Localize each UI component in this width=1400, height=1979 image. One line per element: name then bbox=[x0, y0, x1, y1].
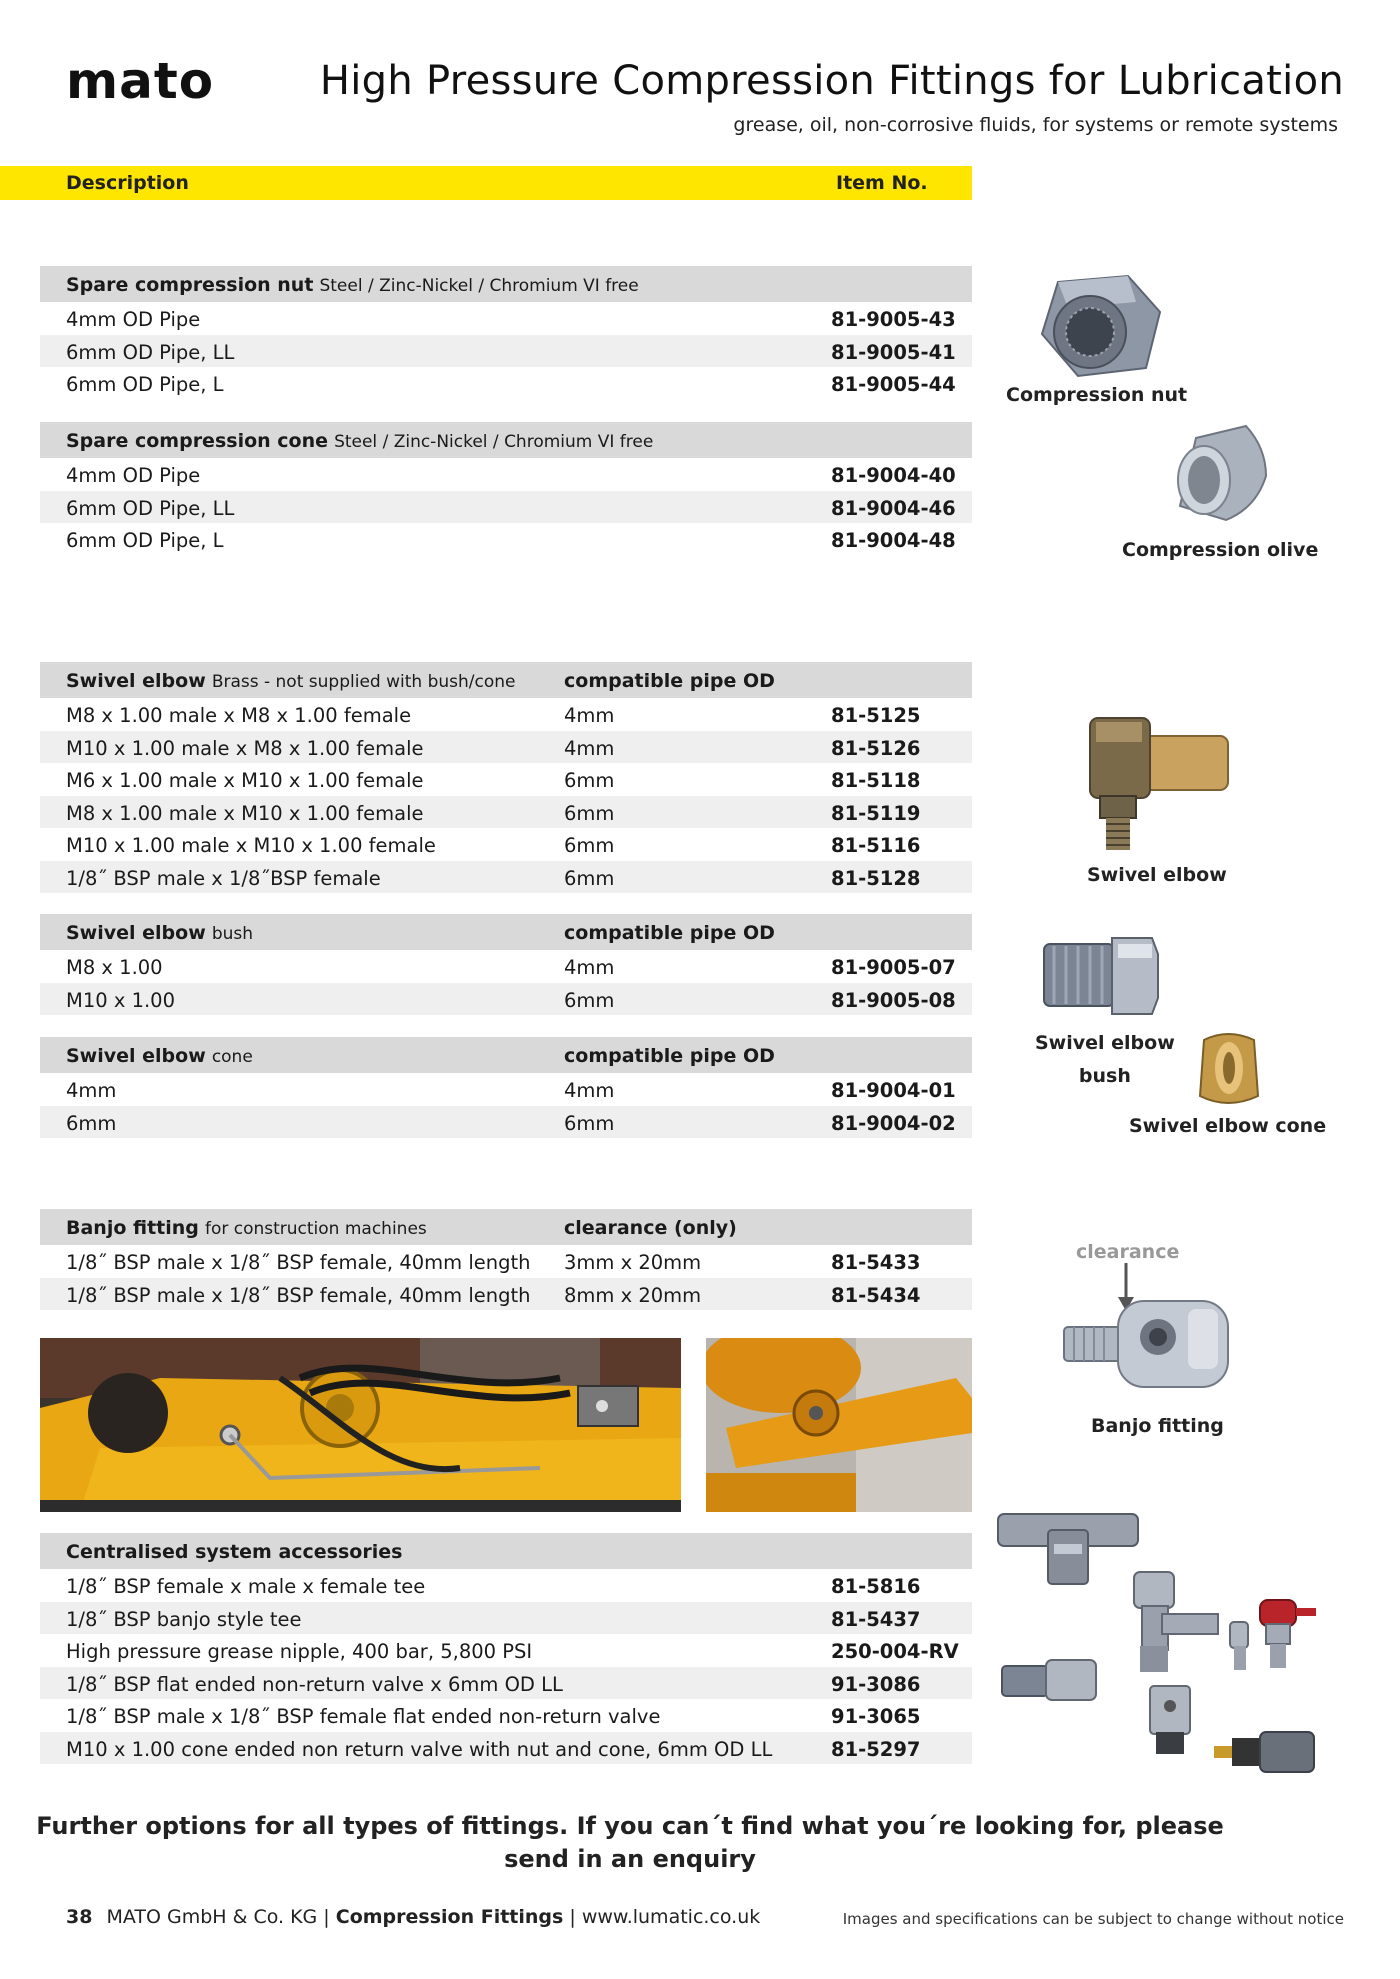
section-subtitle: Steel / Zinc-Nickel / Chromium VI free bbox=[319, 276, 639, 296]
banjo-fitting-image bbox=[1058, 1263, 1238, 1412]
swivel-elbow-cone-image bbox=[1192, 1026, 1266, 1114]
row-item-no: 81-9004-48 bbox=[831, 529, 956, 552]
row-description: 4mm bbox=[66, 1079, 117, 1102]
table-swivel-elbow-cone bbox=[40, 1037, 972, 1138]
table-row bbox=[40, 302, 972, 335]
enquiry-line-2: send in an enquiry bbox=[504, 1845, 756, 1873]
section-title: Swivel elbow bbox=[66, 922, 206, 944]
enquiry-line-1: Further options for all types of fittings. If you can´t find what you´re looking for, please bbox=[36, 1812, 1224, 1840]
compression-olive-caption: Compression olive bbox=[1122, 539, 1319, 561]
row-description: 1/8˝ BSP female x male x female tee bbox=[66, 1575, 426, 1598]
row-description: 1/8˝ BSP male x 1/8˝ BSP female flat ended non-return valve bbox=[66, 1705, 661, 1728]
section-header bbox=[40, 266, 972, 302]
row-pipe-od: 6mm bbox=[564, 801, 615, 825]
row-item-no: 81-9004-02 bbox=[831, 1111, 956, 1135]
table-row bbox=[40, 828, 972, 861]
pipe-od-column-header: compatible pipe OD bbox=[564, 1045, 775, 1067]
row-description: 6mm OD Pipe, LL bbox=[66, 340, 235, 364]
section-title: Swivel elbow bbox=[66, 670, 206, 692]
row-pipe-od: 6mm bbox=[564, 988, 615, 1012]
row-description: M8 x 1.00 male x M10 x 1.00 female bbox=[66, 801, 424, 825]
clearance-label: clearance bbox=[1076, 1241, 1180, 1263]
section-subtitle: cone bbox=[211, 1047, 253, 1067]
item-no-column-header: Item No. bbox=[836, 172, 928, 194]
table-row bbox=[40, 458, 972, 491]
compression-nut-caption: Compression nut bbox=[1006, 384, 1188, 406]
row-clearance: 8mm x 20mm bbox=[564, 1283, 702, 1307]
table-row bbox=[40, 983, 972, 1016]
footer-section: Compression Fittings bbox=[335, 1906, 564, 1928]
column-header-bar bbox=[0, 166, 972, 200]
row-item-no: 81-9005-41 bbox=[831, 340, 956, 364]
page-number: 38 bbox=[66, 1906, 93, 1928]
row-description: 1/8˝ BSP male x 1/8˝BSP female bbox=[66, 866, 381, 890]
row-description: 1/8˝ BSP flat ended non-return valve x 6mm OD LL bbox=[66, 1672, 563, 1696]
table-row bbox=[40, 1245, 972, 1278]
row-description: 6mm bbox=[66, 1111, 117, 1135]
row-pipe-od: 6mm bbox=[564, 866, 615, 890]
table-row bbox=[40, 491, 972, 524]
compression-olive-image bbox=[1166, 418, 1286, 532]
swivel-elbow-image bbox=[1082, 708, 1232, 857]
enquiry-message bbox=[0, 1810, 1260, 1876]
row-description: 1/8˝ BSP male x 1/8˝ BSP female, 40mm length bbox=[66, 1283, 531, 1307]
row-item-no: 81-9005-07 bbox=[831, 956, 956, 979]
row-description: 4mm OD Pipe bbox=[66, 308, 201, 331]
page-footer bbox=[66, 1906, 760, 1928]
table-spare-compression-nut bbox=[40, 266, 972, 400]
row-item-no: 81-5297 bbox=[831, 1737, 921, 1761]
row-pipe-od: 4mm bbox=[564, 1079, 615, 1102]
table-row bbox=[40, 1699, 972, 1732]
row-description: M10 x 1.00 male x M10 x 1.00 female bbox=[66, 834, 436, 857]
table-row bbox=[40, 523, 972, 556]
table-row bbox=[40, 1569, 972, 1602]
table-row bbox=[40, 1106, 972, 1139]
row-description: 1/8˝ BSP banjo style tee bbox=[66, 1607, 302, 1631]
table-spare-compression-cone bbox=[40, 422, 972, 556]
row-description: 4mm OD Pipe bbox=[66, 464, 201, 487]
table-row bbox=[40, 1278, 972, 1311]
row-description: 6mm OD Pipe, L bbox=[66, 373, 224, 396]
table-row bbox=[40, 1634, 972, 1667]
construction-machine-photo-2 bbox=[706, 1338, 972, 1512]
table-row bbox=[40, 861, 972, 894]
row-item-no: 81-5128 bbox=[831, 866, 921, 890]
row-item-no: 250-004-RV bbox=[831, 1640, 959, 1663]
centralised-accessories-image bbox=[996, 1500, 1326, 1784]
row-description: M8 x 1.00 bbox=[66, 956, 163, 979]
swivel-elbow-bush-caption bbox=[1035, 1027, 1175, 1093]
row-pipe-od: 4mm bbox=[564, 736, 615, 760]
section-header bbox=[40, 422, 972, 458]
caption-line: bush bbox=[1078, 1065, 1131, 1087]
row-item-no: 81-9004-46 bbox=[831, 496, 956, 520]
row-pipe-od: 4mm bbox=[564, 956, 615, 979]
pipe-od-column-header: compatible pipe OD bbox=[564, 670, 775, 692]
construction-machine-photo-1 bbox=[40, 1338, 681, 1512]
table-row bbox=[40, 1732, 972, 1765]
table-row bbox=[40, 335, 972, 368]
row-item-no: 91-3065 bbox=[831, 1705, 921, 1728]
clearance-column-header: clearance (only) bbox=[564, 1217, 737, 1239]
section-title: Swivel elbow bbox=[66, 1045, 206, 1067]
row-pipe-od: 6mm bbox=[564, 834, 615, 857]
section-header bbox=[40, 662, 972, 698]
row-item-no: 81-9004-40 bbox=[831, 464, 956, 487]
section-subtitle: for construction machines bbox=[204, 1219, 427, 1239]
row-item-no: 81-5816 bbox=[831, 1575, 921, 1598]
row-item-no: 81-9005-08 bbox=[831, 988, 956, 1012]
caption-line: Swivel elbow bbox=[1035, 1032, 1175, 1054]
row-description: M10 x 1.00 cone ended non return valve with nut and cone, 6mm OD LL bbox=[66, 1737, 773, 1761]
row-pipe-od: 4mm bbox=[564, 704, 615, 727]
section-title: Centralised system accessories bbox=[66, 1541, 403, 1563]
row-item-no: 91-3086 bbox=[831, 1672, 921, 1696]
row-item-no: 81-5437 bbox=[831, 1607, 921, 1631]
footer-company: MATO GmbH & Co. KG | bbox=[106, 1906, 336, 1928]
row-description: M8 x 1.00 male x M8 x 1.00 female bbox=[66, 704, 412, 727]
section-header bbox=[40, 1037, 972, 1073]
row-item-no: 81-5119 bbox=[831, 801, 921, 825]
table-row bbox=[40, 950, 972, 983]
section-subtitle: Brass - not supplied with bush/cone bbox=[211, 672, 516, 692]
row-description: High pressure grease nipple, 400 bar, 5,800 PSI bbox=[66, 1640, 533, 1663]
row-description: M6 x 1.00 male x M10 x 1.00 female bbox=[66, 769, 424, 792]
page-subtitle: grease, oil, non-corrosive fluids, for systems or remote systems bbox=[733, 114, 1338, 136]
table-row bbox=[40, 1602, 972, 1635]
section-header bbox=[40, 1209, 972, 1245]
table-row bbox=[40, 763, 972, 796]
table-row bbox=[40, 698, 972, 731]
row-item-no: 81-5125 bbox=[831, 704, 921, 727]
row-item-no: 81-9005-44 bbox=[831, 373, 956, 396]
row-description: 6mm OD Pipe, LL bbox=[66, 496, 235, 520]
row-item-no: 81-5126 bbox=[831, 736, 921, 760]
row-description: M10 x 1.00 male x M8 x 1.00 female bbox=[66, 736, 424, 760]
footer-notice: Images and specifications can be subject to change without notice bbox=[842, 1910, 1344, 1928]
pipe-od-column-header: compatible pipe OD bbox=[564, 922, 775, 944]
row-item-no: 81-5433 bbox=[831, 1251, 921, 1274]
mato-logo: mato bbox=[66, 52, 215, 110]
table-row bbox=[40, 1073, 972, 1106]
description-column-header: Description bbox=[66, 172, 189, 194]
row-description: 6mm OD Pipe, L bbox=[66, 529, 224, 552]
row-description: 1/8˝ BSP male x 1/8˝ BSP female, 40mm length bbox=[66, 1251, 531, 1274]
row-item-no: 81-5434 bbox=[831, 1283, 921, 1307]
banjo-fitting-caption: Banjo fitting bbox=[1091, 1415, 1224, 1437]
table-swivel-elbow bbox=[40, 662, 972, 893]
row-item-no: 81-5116 bbox=[831, 834, 921, 857]
compression-nut-image bbox=[1028, 272, 1168, 386]
section-subtitle: Steel / Zinc-Nickel / Chromium VI free bbox=[334, 432, 654, 452]
table-row bbox=[40, 796, 972, 829]
row-pipe-od: 6mm bbox=[564, 1111, 615, 1135]
page-title: High Pressure Compression Fittings for Lubrication bbox=[319, 58, 1344, 104]
table-row bbox=[40, 367, 972, 400]
row-description: M10 x 1.00 bbox=[66, 988, 175, 1012]
row-item-no: 81-9005-43 bbox=[831, 308, 956, 331]
table-banjo-fitting bbox=[40, 1209, 972, 1310]
footer-website: | www.lumatic.co.uk bbox=[563, 1906, 761, 1928]
row-item-no: 81-5118 bbox=[831, 769, 921, 792]
section-header bbox=[40, 914, 972, 950]
row-pipe-od: 6mm bbox=[564, 769, 615, 792]
table-swivel-elbow-bush bbox=[40, 914, 972, 1015]
swivel-elbow-cone-caption: Swivel elbow cone bbox=[1129, 1115, 1327, 1137]
row-item-no: 81-9004-01 bbox=[831, 1079, 956, 1102]
section-subtitle: bush bbox=[211, 924, 254, 944]
table-centralised-system-accessories bbox=[40, 1533, 972, 1764]
swivel-elbow-caption: Swivel elbow bbox=[1087, 864, 1227, 886]
table-row bbox=[40, 731, 972, 764]
swivel-elbow-bush-image bbox=[1040, 934, 1160, 1022]
row-clearance: 3mm x 20mm bbox=[564, 1251, 702, 1274]
section-header bbox=[40, 1533, 972, 1569]
section-title: Spare compression cone bbox=[66, 430, 329, 452]
section-title: Spare compression nut bbox=[66, 274, 314, 296]
section-title: Banjo fitting bbox=[66, 1217, 199, 1239]
table-row bbox=[40, 1667, 972, 1700]
